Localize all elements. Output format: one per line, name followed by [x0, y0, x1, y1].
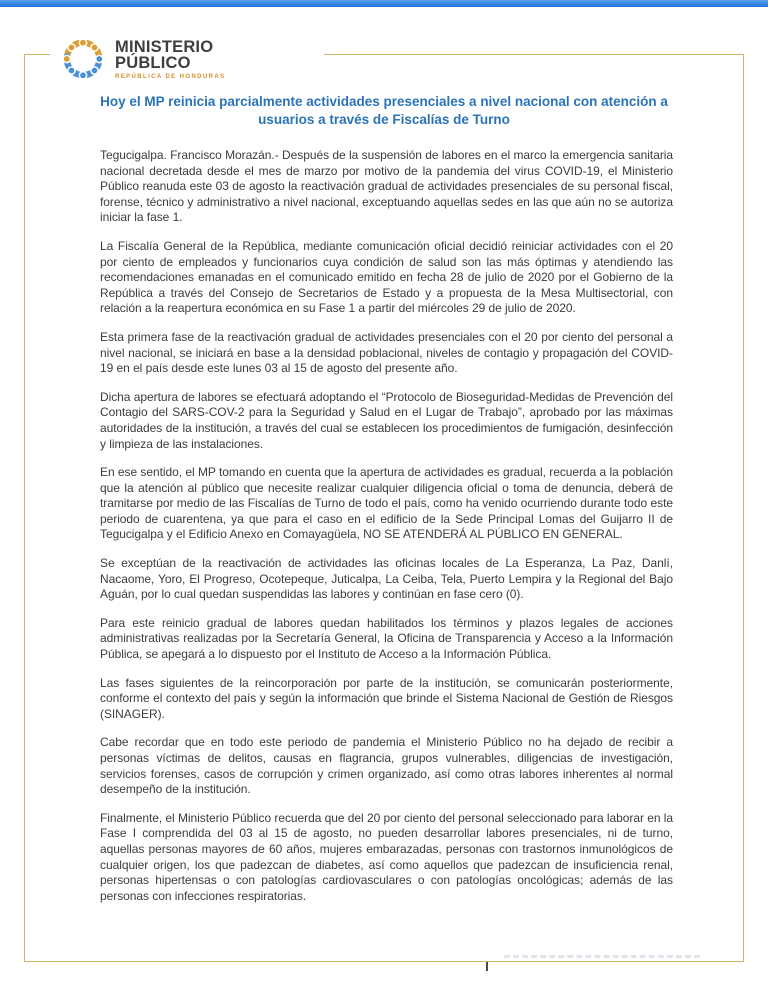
body-paragraph: Se exceptúan de la reactivación de actividades las oficinas locales de La Esperanza, La Paz, Danlí, Nacaome, Yoro, El Progreso, Ocotepeque, Juticalpa, La Ceiba, Tela, Puerto Lempira y la Regional del Bajo Aguán, por lo cual quedan suspendidas las labores y continúan en fase cero (0). — [100, 556, 673, 602]
body-paragraph: Tegucigalpa. Francisco Morazán.- Después de la suspensión de labores en el marco la emergencia sanitaria nacional decretada desde el mes de marzo por motivo de la pandemia del virus COVID-19, el Ministerio Público reanuda este 03 de agosto la reactivación gradual de actividades presenciales de su personal fiscal, forense, técnico y administrativo a nivel nacional, exceptuando aquellas sedes en las que aún no se autoriza iniciar la fase 1. — [100, 148, 673, 225]
ministry-emblem-icon — [60, 36, 106, 82]
body-paragraph: Las fases siguientes de la reincorporación por parte de la institución, se comunicarán posteriormente, conforme el contexto del país y según la información que brinde el Sistema Nacional de Gestión de Riesgos (SINAGER). — [100, 675, 673, 721]
body-paragraph: Esta primera fase de la reactivación gradual de actividades presenciales con el 20 por ciento del personal a nivel nacional, se iniciará en base a la densidad poblacional, niveles de contagio y propagación del COVID-19 en el país desde este lunes 03 al 15 de agosto del presente año. — [100, 329, 673, 376]
body-paragraph: Dicha apertura de labores se efectuará adoptando el “Protocolo de Bioseguridad-Medidas de Prevención del Contagio del SARS-COV-2 para la Seguridad y Salud en el Lugar de Trabajo”, aprobado por las máximas autoridades de la institución, a través del cual se establecen los procedimientos de fumigación, desinfección y limpieza de las instalaciones. — [100, 389, 673, 451]
logo-subtitle: REPÚBLICA DE HONDURAS — [115, 73, 226, 80]
body-paragraph: La Fiscalía General de la República, mediante comunicación oficial decidió reiniciar actividades con el 20 por ciento de empleados y funcionarios cuya condición de salud son las más óptimas y atendiendo las recomendaciones emanadas en el comunicado emitido en fecha 28 de julio de 2020 por el Gobierno de la República a través del Consejo de Secretarios de Estado y a propuesta de la Mesa Multisectorial, con relación a la reapertura económica en su Fase 1 a partir del miércoles 29 de julio de 2020. — [100, 238, 673, 316]
scan-tick-artifact — [486, 962, 488, 971]
logo-word-line2: PÚBLICO — [115, 53, 191, 72]
ministry-logo — [54, 26, 232, 92]
scan-dash-artifact — [504, 955, 700, 958]
top-accent-bar — [0, 0, 768, 7]
press-release-title: Hoy el MP reinicia parcialmente actividades presenciales a nivel nacional con atención a usuarios a través de Fiscalías de Turno — [100, 94, 668, 127]
body-paragraph: Finalmente, el Ministerio Público recuerda que del 20 por ciento del personal seleccionado para laborar en la Fase I comprendida del 03 al 15 de agosto, no pueden desarrollar labores presenciales, ni de turno, aquellas personas mayores de 60 años, mujeres embarazadas, personas con trastornos inmunológicos de cualquier origen, los que padezcan de diabetes, así como aquellos que padezcan de insuficiencia renal, personas hipertensas o con patologías cardiovasculares o con patologías oncológicas; además de las personas con infecciones respiratorias. — [100, 810, 673, 903]
body-paragraph: Cabe recordar que en todo este periodo de pandemia el Ministerio Público no ha dejado de recibir a personas víctimas de delitos, causas en flagrancia, grupos vulnerables, diligencias de investigación, servicios forenses, casos de corrupción y crimen organizado, así como otras labores inherentes al normal desempeño de la institución. — [100, 735, 673, 797]
logo-wordmark — [115, 39, 226, 80]
press-release-body — [100, 148, 673, 917]
logo-word-line1: MINISTERIO — [115, 37, 214, 56]
body-paragraph: Para este reinicio gradual de labores quedan habilitados los términos y plazos legales de acciones administrativas realizadas por la Secretaría General, la Oficina de Transparencia y Acceso a la Información Pública, se apegará a lo dispuesto por el Instituto de Acceso a la Información Pública. — [100, 615, 673, 662]
body-paragraph: En ese sentido, el MP tomando en cuenta que la apertura de actividades es gradual, recuerda a la población que la atención al público que necesite realizar cualquier diligencia oficial o toma de denuncia, deberá de tramitarse por medio de las Fiscalías de Turno de todo el país, como ha venido ocurriendo durante todo este periodo de cuarentena, ya que para el caso en el edificio de la Sede Principal Lomas del Guijarro II de Tegucigalpa y el Edificio Anexo en Comayagüela, NO SE ATENDERÁ AL PÚBLICO EN GENERAL. — [100, 465, 673, 542]
